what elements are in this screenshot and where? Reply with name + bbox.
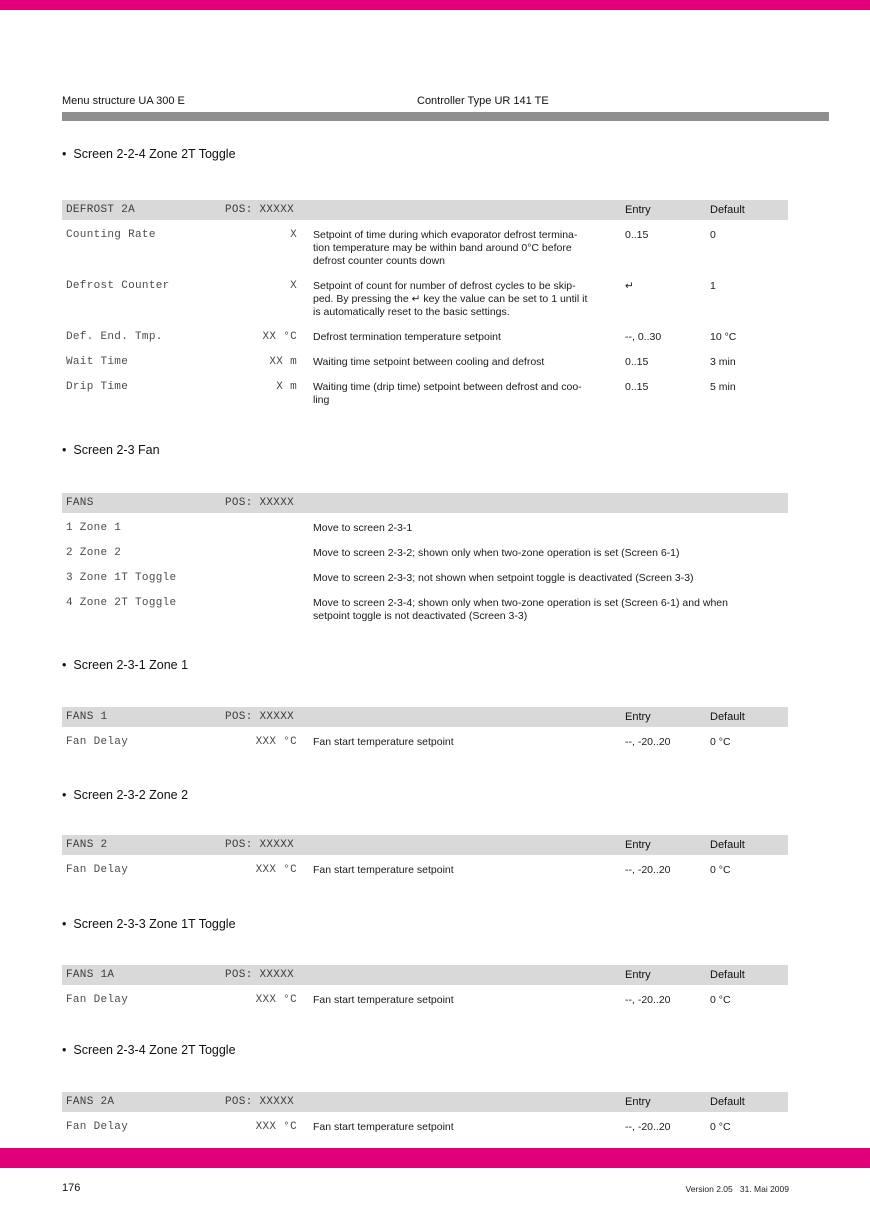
- cell-default: 0: [710, 229, 716, 241]
- table-header: [62, 835, 788, 855]
- table-row: [62, 736, 788, 749]
- column-header-default: Default: [710, 1096, 745, 1108]
- cell-value: X: [290, 280, 297, 292]
- cell-description: Fan start temperature setpoint: [313, 864, 454, 876]
- section-heading: • Screen 2-3-4 Zone 2T Toggle: [62, 1043, 236, 1057]
- table-header: [62, 707, 788, 727]
- table-title: FANS 1: [66, 711, 108, 723]
- cell-name: Fan Delay: [66, 1121, 129, 1133]
- column-header-entry: Entry: [625, 204, 651, 216]
- table-row: [62, 229, 788, 268]
- table-title: FANS: [66, 497, 94, 509]
- table-pos-label: POS: XXXXX: [225, 497, 295, 509]
- table-title: FANS 2A: [66, 1096, 115, 1108]
- table-row: [62, 994, 788, 1007]
- column-header-entry: Entry: [625, 839, 651, 851]
- column-header-default: Default: [710, 839, 745, 851]
- cell-name: 2 Zone 2: [66, 547, 122, 559]
- page-number: 176: [62, 1182, 81, 1194]
- running-header: [62, 95, 829, 109]
- cell-description: Fan start temperature setpoint: [313, 1121, 454, 1133]
- table-pos-label: POS: XXXXX: [225, 1096, 295, 1108]
- cell-entry: ↵: [625, 280, 634, 292]
- cell-entry: --, -20..20: [625, 736, 671, 748]
- table-header: [62, 493, 788, 513]
- column-header-default: Default: [710, 204, 745, 216]
- cell-name: Fan Delay: [66, 994, 129, 1006]
- fans-menu-table: [62, 493, 788, 635]
- table-row: [62, 572, 788, 585]
- column-header-entry: Entry: [625, 1096, 651, 1108]
- cell-default: 0 °C: [710, 994, 731, 1006]
- cell-description: Move to screen 2-3-4; shown only when two-zone operation is set (Screen 6-1) and when setpoint toggle is not deactivated (Screen 3-3): [313, 597, 728, 622]
- table-row: [62, 381, 788, 407]
- cell-value: XX °C: [262, 331, 297, 343]
- fans-1a-table: [62, 965, 788, 1019]
- cell-default: 3 min: [710, 356, 736, 368]
- table-pos-label: POS: XXXXX: [225, 204, 295, 216]
- table-row: [62, 522, 788, 535]
- cell-entry: 0..15: [625, 229, 649, 241]
- cell-description: Waiting time (drip time) setpoint between defrost and coo- ling: [313, 381, 582, 406]
- cell-description: Waiting time setpoint between cooling and defrost: [313, 356, 545, 368]
- section-heading: • Screen 2-3-1 Zone 1: [62, 658, 188, 672]
- table-title: DEFROST 2A: [66, 204, 136, 216]
- table-row: [62, 547, 788, 560]
- table-row: [62, 864, 788, 877]
- cell-name: Fan Delay: [66, 864, 129, 876]
- column-header-entry: Entry: [625, 969, 651, 981]
- version-label: Version 2.05 31. Mai 2009: [685, 1184, 789, 1194]
- cell-entry: --, -20..20: [625, 994, 671, 1006]
- cell-name: Wait Time: [66, 356, 129, 368]
- table-pos-label: POS: XXXXX: [225, 711, 295, 723]
- cell-name: 1 Zone 1: [66, 522, 122, 534]
- table-header: [62, 1092, 788, 1112]
- cell-default: 0 °C: [710, 1121, 731, 1133]
- table-header: [62, 965, 788, 985]
- table-row: [62, 331, 788, 344]
- cell-value: XXX °C: [255, 994, 297, 1006]
- column-header-default: Default: [710, 969, 745, 981]
- cell-description: Defrost termination temperature setpoint: [313, 331, 501, 343]
- table-title: FANS 2: [66, 839, 108, 851]
- cell-description: Fan start temperature setpoint: [313, 736, 454, 748]
- table-row: [62, 356, 788, 369]
- cell-entry: 0..15: [625, 381, 649, 393]
- cell-description: Move to screen 2-3-1: [313, 522, 413, 534]
- cell-default: 5 min: [710, 381, 736, 393]
- cell-description: Fan start temperature setpoint: [313, 994, 454, 1006]
- table-header: [62, 200, 788, 220]
- table-title: FANS 1A: [66, 969, 115, 981]
- table-row: [62, 597, 788, 623]
- section-heading: • Screen 2-3-2 Zone 2: [62, 788, 188, 802]
- cell-value: XXX °C: [255, 1121, 297, 1133]
- cell-entry: --, 0..30: [625, 331, 662, 343]
- section-heading: • Screen 2-3 Fan: [62, 443, 160, 457]
- cell-description: Move to screen 2-3-3; not shown when setpoint toggle is deactivated (Screen 3-3): [313, 572, 694, 584]
- cell-name: Fan Delay: [66, 736, 129, 748]
- running-header-right: Controller Type UR 141 TE: [417, 95, 549, 107]
- table-row: [62, 1121, 788, 1134]
- fans-2-table: [62, 835, 788, 889]
- bottom-accent-bar: [0, 1148, 870, 1168]
- cell-default: 10 °C: [710, 331, 737, 343]
- cell-value: XX m: [269, 356, 297, 368]
- cell-entry: 0..15: [625, 356, 649, 368]
- cell-entry: --, -20..20: [625, 1121, 671, 1133]
- cell-default: 0 °C: [710, 736, 731, 748]
- cell-value: X: [290, 229, 297, 241]
- cell-entry: --, -20..20: [625, 864, 671, 876]
- cell-value: XXX °C: [255, 736, 297, 748]
- section-heading: • Screen 2-3-3 Zone 1T Toggle: [62, 917, 236, 931]
- fans-2a-table: [62, 1092, 788, 1146]
- running-header-left: Menu structure UA 300 E: [62, 95, 185, 107]
- cell-value: X m: [276, 381, 297, 393]
- fans-1-table: [62, 707, 788, 761]
- table-row: [62, 280, 788, 319]
- column-header-entry: Entry: [625, 711, 651, 723]
- cell-name: Drip Time: [66, 381, 129, 393]
- cell-default: 0 °C: [710, 864, 731, 876]
- cell-value: XXX °C: [255, 864, 297, 876]
- table-pos-label: POS: XXXXX: [225, 969, 295, 981]
- section-heading: • Screen 2-2-4 Zone 2T Toggle: [62, 147, 236, 161]
- cell-name: Counting Rate: [66, 229, 156, 241]
- header-divider-bar: [62, 112, 829, 121]
- cell-name: Def. End. Tmp.: [66, 331, 163, 343]
- top-accent-bar: [0, 0, 870, 10]
- table-pos-label: POS: XXXXX: [225, 839, 295, 851]
- cell-name: 4 Zone 2T Toggle: [66, 597, 177, 609]
- defrost-2a-table: [62, 200, 788, 419]
- column-header-default: Default: [710, 711, 745, 723]
- cell-description: Setpoint of count for number of defrost cycles to be skip- ped. By pressing the ↵ key the value can be set to 1 until it is automatically reset to the basic settings.: [313, 280, 588, 318]
- cell-name: Defrost Counter: [66, 280, 170, 292]
- cell-description: Setpoint of time during which evaporator defrost termina- tion temperature may be within band around 0°C before defrost counter counts down: [313, 229, 578, 267]
- cell-default: 1: [710, 280, 716, 292]
- cell-description: Move to screen 2-3-2; shown only when two-zone operation is set (Screen 6-1): [313, 547, 680, 559]
- cell-name: 3 Zone 1T Toggle: [66, 572, 177, 584]
